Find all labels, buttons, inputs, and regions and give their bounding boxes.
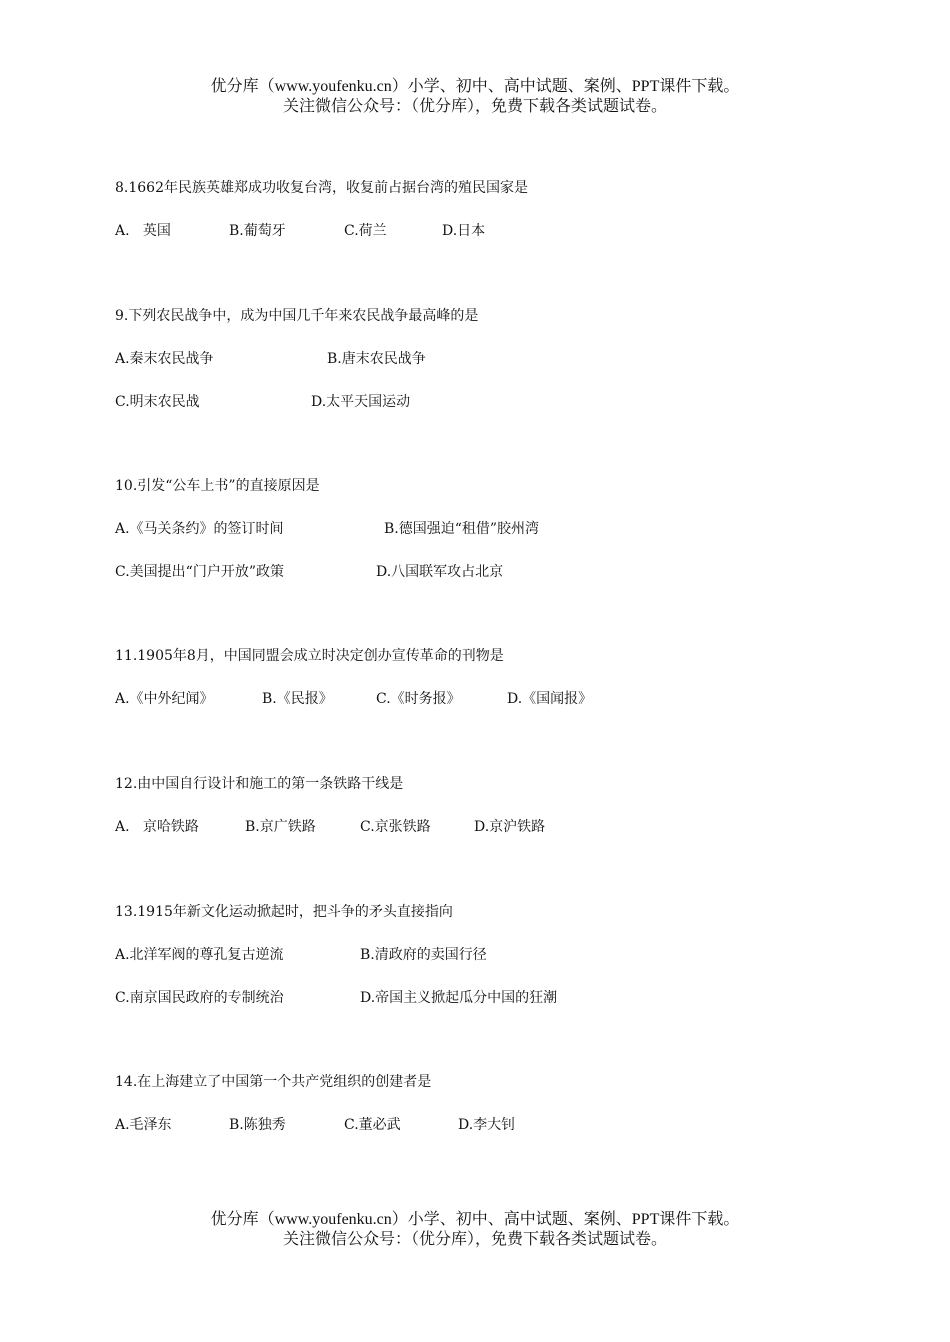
question-9 — [115, 306, 478, 412]
option-b: B.京广铁路 — [245, 819, 316, 835]
option-a: A.《马关条约》的签订时间 — [115, 521, 284, 537]
option-row — [115, 945, 487, 965]
option-d: D.京沪铁路 — [474, 819, 546, 835]
option-d: D.八国联军攻占北京 — [376, 564, 504, 580]
question-stem: 10.引发“公车上书”的直接原因是 — [115, 478, 320, 494]
option-a: A.《中外纪闻》 — [115, 691, 214, 707]
option-b: B.清政府的卖国行径 — [360, 947, 487, 963]
option-d: D.《国闻报》 — [507, 691, 593, 707]
option-c: C.明末农民战 — [115, 394, 200, 410]
question-stem: 8.1662年民族英雄郑成功收复台湾，收复前占据台湾的殖民国家是 — [115, 180, 528, 196]
option-row — [115, 988, 558, 1008]
option-b: B.《民报》 — [262, 691, 333, 707]
option-row — [115, 392, 478, 412]
option-c: C.京张铁路 — [360, 819, 431, 835]
option-row — [115, 221, 528, 241]
question-stem: 14.在上海建立了中国第一个共产党组织的创建者是 — [115, 1074, 432, 1090]
option-row — [115, 817, 546, 837]
option-row — [115, 519, 540, 539]
option-c: C.美国提出“门户开放”政策 — [115, 564, 284, 580]
header-line-2: 关注微信公众号：（优分库），免费下载各类试题试卷。 — [282, 98, 667, 115]
option-b: B.唐末农民战争 — [327, 351, 426, 367]
question-12 — [115, 774, 546, 837]
option-a: A. 英国 — [115, 223, 171, 239]
option-a: A.秦末农民战争 — [115, 351, 214, 367]
option-c: C.南京国民政府的专制统治 — [115, 990, 284, 1006]
option-row — [115, 562, 504, 582]
footer-line-2: 关注微信公众号：（优分库），免费下载各类试题试卷。 — [282, 1231, 667, 1248]
page-header — [0, 77, 950, 117]
question-stem: 11.1905年8月，中国同盟会成立时决定创办宣传革命的刊物是 — [115, 648, 504, 664]
question-8 — [115, 178, 528, 241]
footer-line-1: 优分库（www.youfenku.cn）小学、初中、高中试题、案例、PPT课件下载。 — [210, 1211, 740, 1228]
header-line-1: 优分库（www.youfenku.cn）小学、初中、高中试题、案例、PPT课件下载。 — [210, 78, 740, 95]
question-10 — [115, 476, 540, 582]
option-b: B.葡萄牙 — [229, 223, 286, 239]
option-row — [115, 349, 478, 369]
option-a: A. 京哈铁路 — [115, 819, 199, 835]
option-row — [115, 1115, 516, 1135]
question-14 — [115, 1072, 516, 1135]
page-footer — [0, 1210, 950, 1250]
question-stem: 9.下列农民战争中，成为中国几千年来农民战争最高峰的是 — [115, 308, 479, 324]
option-d: D.太平天国运动 — [311, 394, 411, 410]
option-a: A.北洋军阀的尊孔复古逆流 — [115, 947, 284, 963]
question-11 — [115, 646, 593, 709]
option-c: C.《时务报》 — [376, 691, 461, 707]
option-b: B.德国强迫“租借”胶州湾 — [384, 521, 540, 537]
option-b: B.陈独秀 — [229, 1117, 286, 1133]
option-d: D.日本 — [442, 223, 486, 239]
option-row — [115, 689, 593, 709]
question-stem: 12.由中国自行设计和施工的第一条铁路干线是 — [115, 776, 404, 792]
option-a: A.毛泽东 — [115, 1117, 172, 1133]
option-d: D.李大钊 — [458, 1117, 516, 1133]
option-c: C.荷兰 — [344, 223, 387, 239]
question-stem: 13.1915年新文化运动掀起时，把斗争的矛头直接指向 — [115, 904, 453, 920]
question-13 — [115, 902, 558, 1008]
option-d: D.帝国主义掀起瓜分中国的狂潮 — [360, 990, 558, 1006]
option-c: C.董必武 — [344, 1117, 401, 1133]
